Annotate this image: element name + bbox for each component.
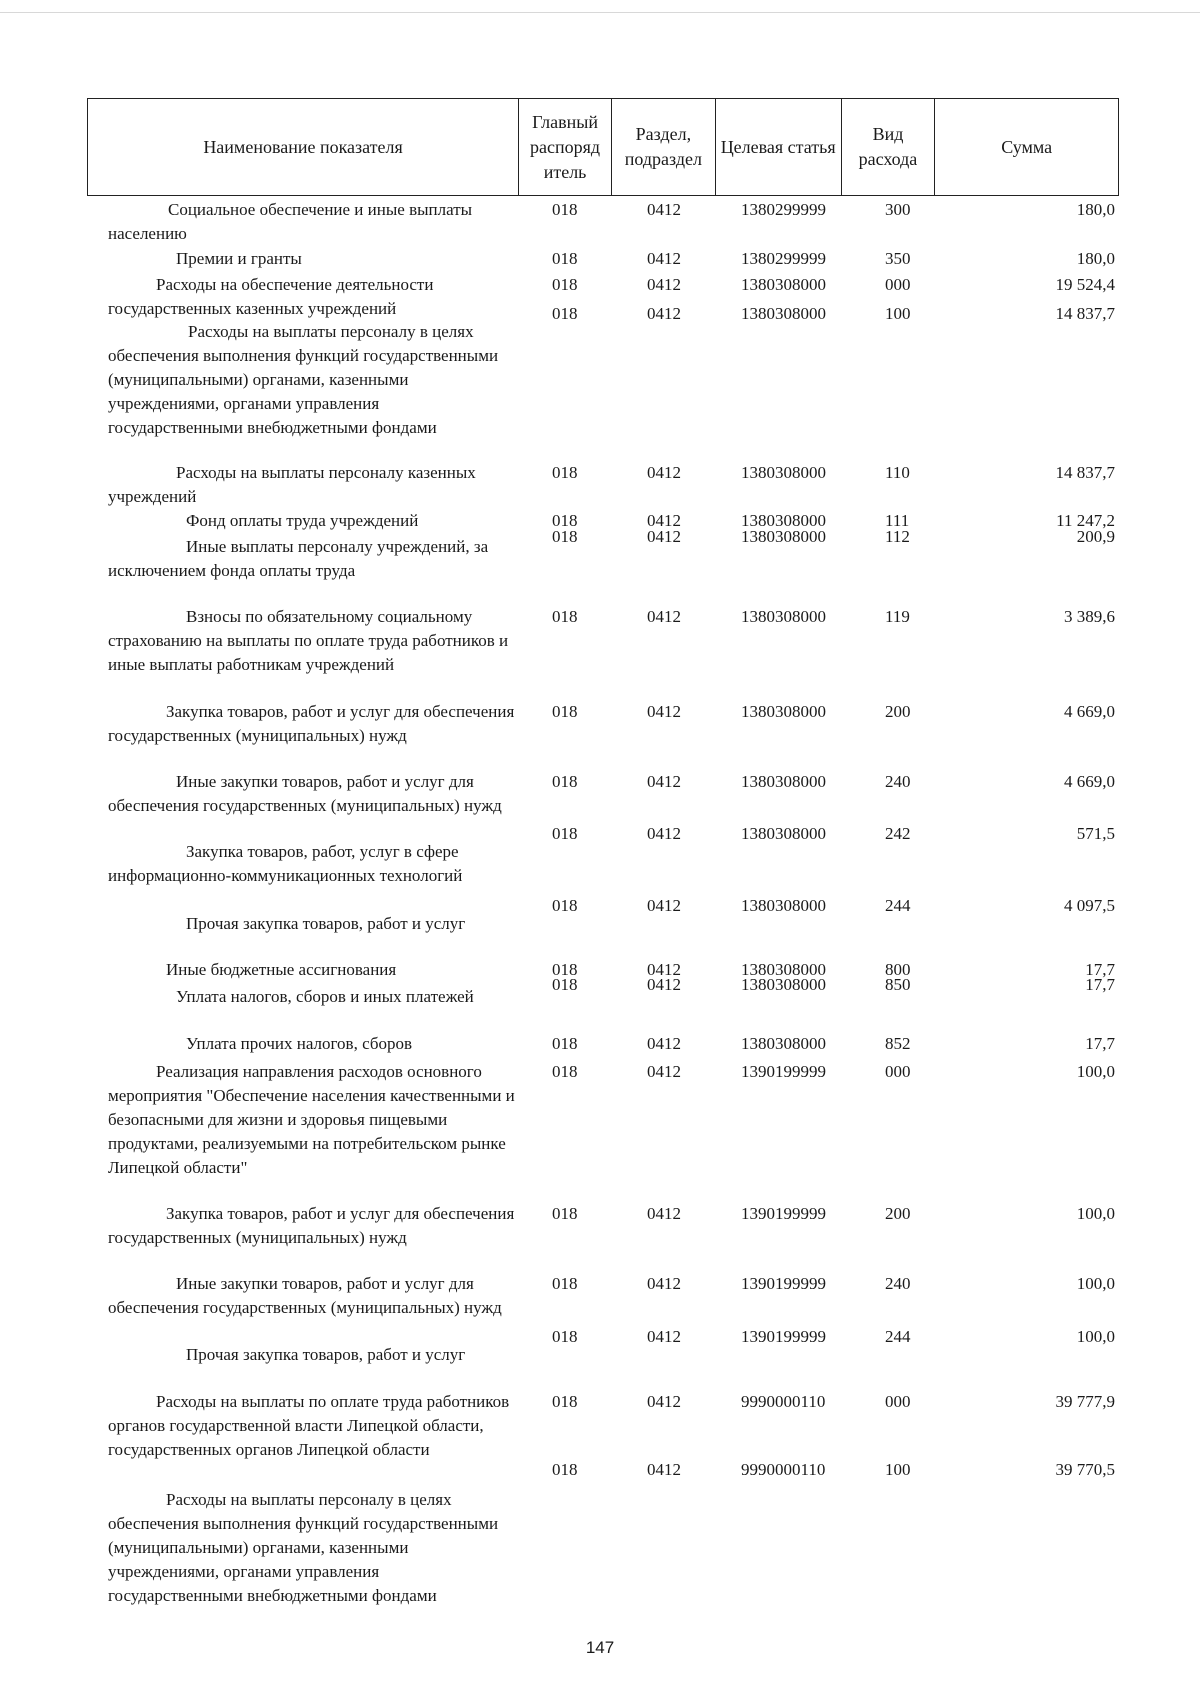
row-name: Иные закупки товаров, работ и услуг для обеспечения государственных (муниципальных) нужд (108, 1274, 502, 1317)
row-glavny: 018 (552, 975, 578, 994)
row-vid: 000 (885, 275, 911, 294)
row-name: Прочая закупка товаров, работ и услуг (186, 1345, 466, 1364)
row-vid: 350 (885, 249, 911, 268)
row-summa: 180,0 (1076, 249, 1115, 268)
row-celevaya: 1390199999 (741, 1274, 826, 1293)
row-glavny: 018 (552, 1034, 578, 1053)
row-celevaya: 1380308000 (741, 896, 826, 915)
row-celevaya: 1390199999 (741, 1327, 826, 1346)
row-razdel: 0412 (647, 511, 681, 530)
row-summa: 200,9 (1076, 527, 1115, 546)
row-razdel: 0412 (647, 960, 681, 979)
row-celevaya: 1380308000 (741, 1034, 826, 1053)
row-razdel: 0412 (647, 527, 681, 546)
row-summa: 17,7 (1085, 1034, 1115, 1053)
row-celevaya: 1380308000 (741, 975, 826, 994)
row-name: Фонд оплаты труда учреждений (186, 511, 419, 530)
row-name: Социальное обеспечение и иные выплаты населению (108, 200, 473, 243)
row-name: Расходы на обеспечение деятельности государственных казенных учреждений (108, 275, 434, 318)
row-celevaya: 1380308000 (741, 824, 826, 843)
row-glavny: 018 (552, 249, 578, 268)
row-razdel: 0412 (647, 275, 681, 294)
row-celevaya: 1380308000 (741, 702, 826, 721)
row-name: Расходы на выплаты персоналу в целях обеспечения выполнения функций государственными (муниципальными) органами, казенными учреждениями, органами управления государственными внебюджетными фондами (108, 1490, 499, 1605)
row-summa: 100,0 (1076, 1204, 1115, 1223)
row-glavny: 018 (552, 463, 578, 482)
row-celevaya: 1390199999 (741, 1062, 826, 1081)
row-glavny: 018 (552, 772, 578, 791)
header-name: Наименование показателя (203, 136, 403, 157)
row-vid: 100 (885, 304, 911, 323)
row-razdel: 0412 (647, 824, 681, 843)
row-glavny: 018 (552, 200, 578, 219)
row-celevaya: 1380308000 (741, 607, 826, 626)
row-celevaya: 1380308000 (741, 527, 826, 546)
row-razdel: 0412 (647, 975, 681, 994)
row-summa: 3 389,6 (1064, 607, 1115, 626)
row-summa: 4 669,0 (1064, 772, 1115, 791)
row-razdel: 0412 (647, 702, 681, 721)
row-vid: 100 (885, 1460, 911, 1479)
row-razdel: 0412 (647, 1392, 681, 1411)
row-name: Расходы на выплаты персоналу в целях обеспечения выполнения функций государственными (муниципальными) органами, казенными учреждениями, органами управления государственными внебюджетными фондами (108, 322, 499, 437)
row-vid: 200 (885, 702, 911, 721)
row-glavny: 018 (552, 1062, 578, 1081)
header-glavny: Главный распоряд итель (518, 99, 611, 195)
row-celevaya: 9990000110 (741, 1392, 826, 1411)
row-vid: 119 (885, 607, 910, 626)
row-glavny: 018 (552, 607, 578, 626)
row-celevaya: 1380308000 (741, 275, 826, 294)
row-summa: 180,0 (1076, 200, 1115, 219)
row-summa: 4 097,5 (1064, 896, 1115, 915)
row-vid: 000 (885, 1392, 911, 1411)
row-celevaya: 1380308000 (741, 511, 826, 530)
page-number: 147 (585, 1638, 615, 1657)
row-summa: 19 524,4 (1055, 275, 1115, 294)
row-razdel: 0412 (647, 1327, 681, 1346)
row-razdel: 0412 (647, 607, 681, 626)
row-razdel: 0412 (647, 1460, 681, 1479)
row-vid: 240 (885, 1274, 911, 1293)
row-razdel: 0412 (647, 772, 681, 791)
row-name: Взносы по обязательному социальному страхованию на выплаты по оплате труда работников и иные выплаты работникам учреждений (108, 607, 509, 674)
row-razdel: 0412 (647, 896, 681, 915)
row-vid: 800 (885, 960, 911, 979)
row-razdel: 0412 (647, 463, 681, 482)
row-summa: 100,0 (1076, 1274, 1115, 1293)
row-name: Иные бюджетные ассигнования (166, 960, 397, 979)
row-summa: 14 837,7 (1055, 304, 1115, 323)
row-summa: 100,0 (1076, 1327, 1115, 1346)
row-glavny: 018 (552, 1460, 578, 1479)
row-name: Закупка товаров, работ и услуг для обеспечения государственных (муниципальных) нужд (108, 1204, 515, 1247)
row-glavny: 018 (552, 511, 578, 530)
row-name: Прочая закупка товаров, работ и услуг (186, 914, 466, 933)
row-vid: 240 (885, 772, 911, 791)
row-summa: 17,7 (1085, 975, 1115, 994)
row-razdel: 0412 (647, 1274, 681, 1293)
row-summa: 39 770,5 (1055, 1460, 1115, 1479)
row-glavny: 018 (552, 824, 578, 843)
row-vid: 112 (885, 527, 910, 546)
row-celevaya: 1380308000 (741, 960, 826, 979)
row-razdel: 0412 (647, 1204, 681, 1223)
row-celevaya: 1380308000 (741, 304, 826, 323)
table-header (87, 98, 1119, 196)
row-razdel: 0412 (647, 1034, 681, 1053)
row-summa: 17,7 (1085, 960, 1115, 979)
row-vid: 200 (885, 1204, 911, 1223)
row-glavny: 018 (552, 1392, 578, 1411)
row-name: Расходы на выплаты персоналу казенных учреждений (108, 463, 476, 506)
row-celevaya: 9990000110 (741, 1460, 826, 1479)
row-vid: 244 (885, 1327, 911, 1346)
row-name: Расходы на выплаты по оплате труда работников органов государственной власти Липецкой области, государственных органов Липецкой области (108, 1392, 510, 1459)
row-summa: 4 669,0 (1064, 702, 1115, 721)
row-name: Уплата прочих налогов, сборов (186, 1034, 412, 1053)
row-razdel: 0412 (647, 304, 681, 323)
row-celevaya: 1390199999 (741, 1204, 826, 1223)
row-razdel: 0412 (647, 1062, 681, 1081)
header-razdel: Раздел, подраздел (611, 99, 715, 195)
row-summa: 571,5 (1076, 824, 1115, 843)
row-glavny: 018 (552, 1204, 578, 1223)
row-name: Уплата налогов, сборов и иных платежей (176, 987, 474, 1006)
row-razdel: 0412 (647, 200, 681, 219)
row-glavny: 018 (552, 1327, 578, 1346)
row-summa: 14 837,7 (1055, 463, 1115, 482)
row-glavny: 018 (552, 275, 578, 294)
row-vid: 242 (885, 824, 911, 843)
row-name: Закупка товаров, работ, услуг в сфере информационно-коммуникационных технологий (108, 842, 463, 885)
row-vid: 244 (885, 896, 911, 915)
row-vid: 850 (885, 975, 911, 994)
row-celevaya: 1380299999 (741, 200, 826, 219)
row-celevaya: 1380308000 (741, 772, 826, 791)
row-name: Реализация направления расходов основного мероприятия "Обеспечение населения качественными и безопасными для жизни и здоровья пищевыми продуктами, реализуемыми на потребительском рынке Липецкой области" (108, 1062, 515, 1177)
row-name: Премии и гранты (176, 249, 302, 268)
row-summa: 11 247,2 (1056, 511, 1115, 530)
row-glavny: 018 (552, 702, 578, 721)
row-vid: 852 (885, 1034, 911, 1053)
row-name: Иные выплаты персоналу учреждений, за исключением фонда оплаты труда (108, 537, 489, 580)
row-vid: 110 (885, 463, 910, 482)
row-summa: 39 777,9 (1055, 1392, 1115, 1411)
scan-edge-line (0, 12, 1200, 13)
row-glavny: 018 (552, 527, 578, 546)
row-name: Закупка товаров, работ и услуг для обеспечения государственных (муниципальных) нужд (108, 702, 515, 745)
row-celevaya: 1380299999 (741, 249, 826, 268)
row-vid: 300 (885, 200, 911, 219)
row-razdel: 0412 (647, 249, 681, 268)
row-celevaya: 1380308000 (741, 463, 826, 482)
header-vid: Вид расхода (841, 99, 935, 195)
row-glavny: 018 (552, 896, 578, 915)
row-name: Иные закупки товаров, работ и услуг для обеспечения государственных (муниципальных) нужд (108, 772, 502, 815)
row-vid: 000 (885, 1062, 911, 1081)
header-summa: Сумма (934, 99, 1118, 195)
row-glavny: 018 (552, 1274, 578, 1293)
row-vid: 111 (885, 511, 910, 530)
row-glavny: 018 (552, 960, 578, 979)
header-celevaya: Целевая статья (715, 99, 841, 195)
row-summa: 100,0 (1076, 1062, 1115, 1081)
row-glavny: 018 (552, 304, 578, 323)
